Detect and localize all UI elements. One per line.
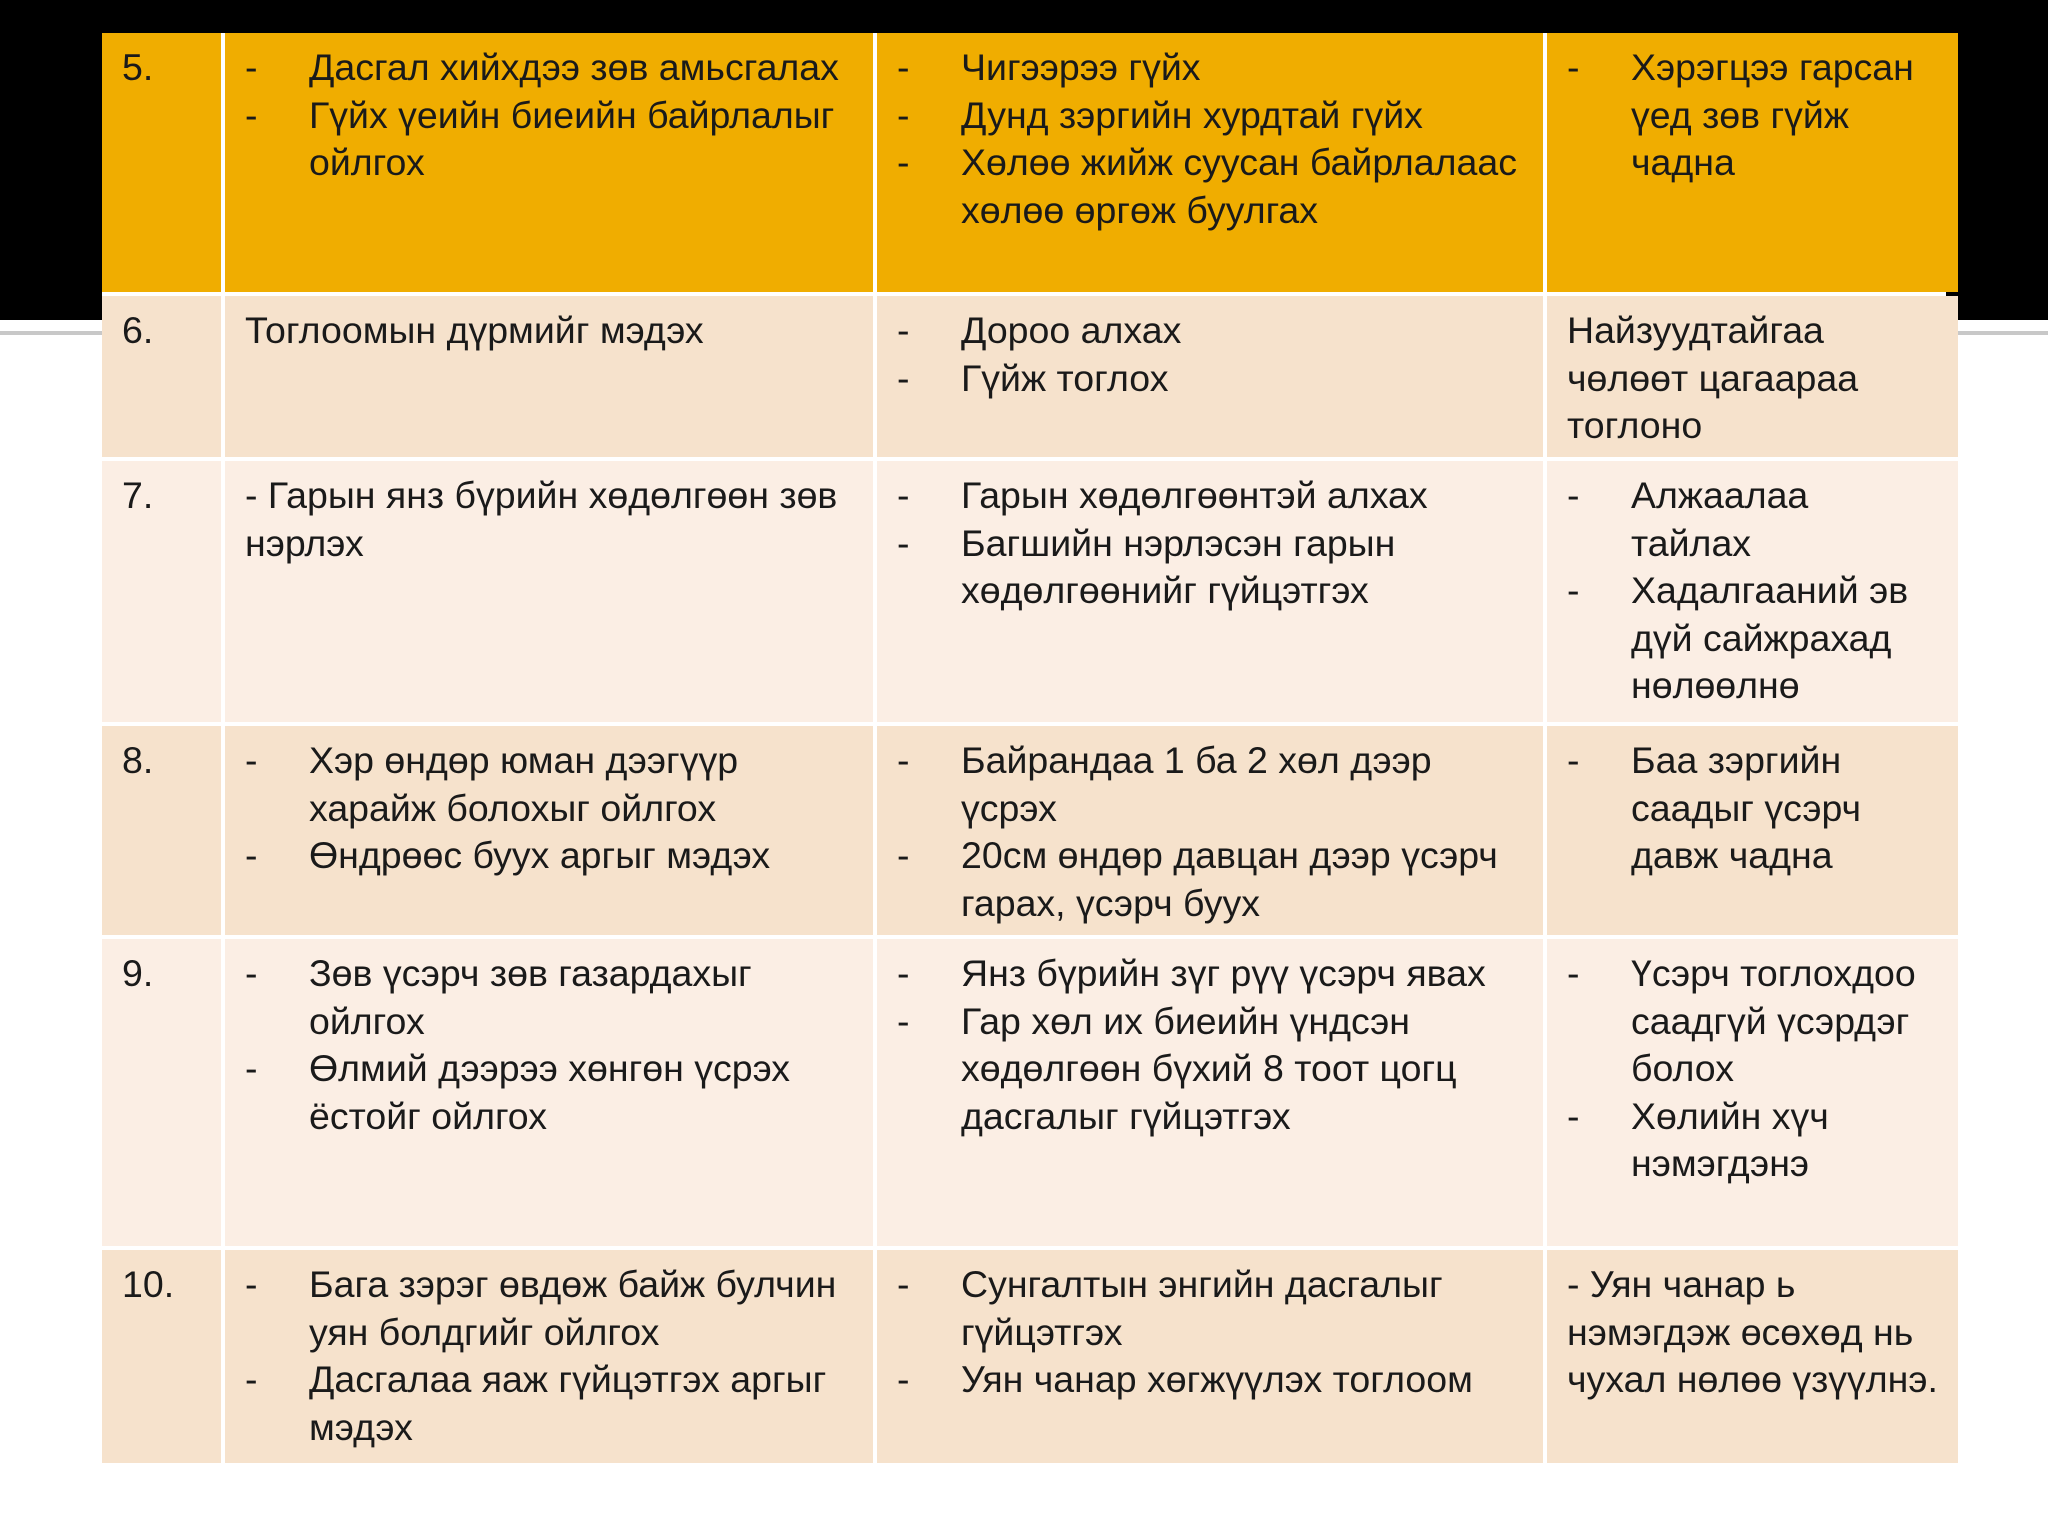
- objective-cell: [225, 1250, 873, 1463]
- list-item-text: Дасгал хийхдээ зөв амьсгалах: [309, 46, 839, 88]
- outcome-cell: [1547, 1250, 1958, 1463]
- bullet-dash: -: [897, 739, 910, 781]
- bullet-dash: -: [897, 999, 910, 1042]
- row-number: 5.: [102, 33, 221, 292]
- list-item: [1567, 472, 1938, 567]
- list-item-text: Үсэрч тоглохдоо саадгүй үсэрдэг болох: [1631, 952, 1916, 1089]
- bullet-dash: -: [245, 93, 258, 136]
- bullet-dash: -: [1567, 46, 1580, 88]
- objective-cell: [225, 461, 873, 722]
- list-item: [245, 1045, 853, 1140]
- bullet-dash: -: [245, 1263, 258, 1305]
- list-item: [897, 472, 1523, 520]
- bullet-dash: -: [897, 474, 910, 516]
- list-item: [897, 139, 1523, 234]
- list-item: [897, 355, 1523, 403]
- bullet-dash: -: [897, 1263, 910, 1305]
- list-item-text: Янз бүрийн зүг рүү үсэрч явах: [961, 952, 1486, 994]
- list-item-text: Бага зэрэг өвдөж байж булчин уян болдгийг ойлгох: [309, 1263, 837, 1353]
- outcome-cell: [1547, 726, 1958, 935]
- list-item: [1567, 950, 1938, 1093]
- list-item: [1567, 44, 1938, 187]
- row-number: 9.: [102, 939, 221, 1246]
- list-item: [245, 44, 853, 92]
- bullet-dash: -: [245, 1358, 258, 1400]
- list-item-text: Уян чанар хөгжүүлэх тоглоом: [961, 1358, 1473, 1400]
- row-number: 8.: [102, 726, 221, 935]
- activity-cell: [877, 726, 1543, 935]
- curriculum-table: [102, 33, 1946, 1463]
- objective-cell: [225, 296, 873, 457]
- objective-cell: [225, 939, 873, 1246]
- list-item: [897, 832, 1523, 927]
- activity-cell: [877, 461, 1543, 722]
- bullet-dash: -: [897, 1358, 910, 1400]
- activity-cell: [877, 939, 1543, 1246]
- list-item-text: Зөв үсэрч зөв газардахыг ойлгох: [309, 952, 752, 1042]
- outcome-cell: [1547, 461, 1958, 722]
- list-item-text: Алжаалаа тайлах: [1631, 474, 1809, 564]
- list-item: [245, 950, 853, 1045]
- list-item-text: 20см өндөр давцан дээр үсэрч гарах, үсэрч буух: [961, 834, 1498, 924]
- bullet-dash: -: [245, 46, 258, 88]
- list-item: [245, 1261, 853, 1356]
- outcome-cell: [1547, 33, 1958, 292]
- bullet-dash: -: [245, 834, 258, 876]
- cell-text: - Уян чанар ь нэмэгдэж өсөхөд нь чухал нөлөө үзүүлнэ.: [1567, 1263, 1938, 1400]
- activity-cell: [877, 296, 1543, 457]
- bullet-dash: -: [897, 356, 910, 399]
- list-item-text: Дасгалаа яаж гүйцэтгэх аргыг мэдэх: [309, 1358, 827, 1448]
- bullet-dash: -: [897, 952, 910, 994]
- list-item-text: Гар хөл их биеийн үндсэн хөдөлгөөн бүхий 8 тоот цогц дасгалыг гүйцэтгэх: [961, 999, 1457, 1137]
- bullet-dash: -: [1567, 474, 1580, 516]
- bullet-dash: -: [245, 1047, 258, 1089]
- list-item-text: Байрандаа 1 ба 2 хөл дээр үсрэх: [961, 739, 1432, 829]
- list-item-text: Гүйх үеийн биеийн байрлалыг ойлгох: [309, 93, 835, 183]
- list-item: [897, 950, 1523, 998]
- list-item-text: Хэр өндөр юман дээгүүр харайж болохыг ойлгох: [309, 739, 739, 829]
- list-item-text: Дороо алхах: [961, 309, 1182, 351]
- cell-text: Тоглоомын дүрмийг мэдэх: [245, 309, 704, 351]
- list-item-text: Сунгалтын энгийн дасгалыг гүйцэтгэх: [961, 1263, 1443, 1353]
- list-item: [1567, 737, 1938, 880]
- bullet-dash: -: [897, 46, 910, 88]
- bullet-dash: -: [897, 309, 910, 351]
- list-item-text: Хадалгааний эв дүй сайжрахад нөлөөлнө: [1631, 569, 1909, 706]
- list-item-text: Өлмий дээрээ хөнгөн үсрэх ёстойг ойлгох: [309, 1047, 791, 1137]
- objective-cell: [225, 33, 873, 292]
- list-item-text: Хөлийн хүч нэмэгдэнэ: [1631, 1094, 1829, 1184]
- cell-text: - Гарын янз бүрийн хөдөлгөөн зөв нэрлэх: [245, 474, 838, 564]
- bullet-dash: -: [1567, 739, 1580, 781]
- list-item: [897, 998, 1523, 1141]
- bullet-dash: -: [1567, 1094, 1580, 1137]
- bullet-dash: -: [897, 834, 910, 876]
- list-item: [897, 1261, 1523, 1356]
- list-item: [1567, 567, 1938, 710]
- bullet-dash: -: [1567, 952, 1580, 994]
- objective-cell: [225, 726, 873, 935]
- bullet-dash: -: [897, 93, 910, 136]
- row-number: 6.: [102, 296, 221, 457]
- list-item: [897, 92, 1523, 140]
- list-item-text: Гүйж тоглох: [961, 356, 1169, 399]
- list-item-text: Чигээрээ гүйх: [961, 46, 1201, 88]
- bullet-dash: -: [245, 952, 258, 994]
- list-item: [245, 737, 853, 832]
- list-item: [245, 832, 853, 880]
- bullet-dash: -: [897, 521, 910, 564]
- outcome-cell: [1547, 939, 1958, 1246]
- activity-cell: [877, 33, 1543, 292]
- bullet-dash: -: [245, 739, 258, 781]
- list-item-text: Дунд зэргийн хурдтай гүйх: [961, 93, 1423, 136]
- bullet-dash: -: [897, 141, 910, 183]
- bullet-dash: -: [1567, 569, 1580, 611]
- list-item: [897, 737, 1523, 832]
- outcome-cell: [1547, 296, 1958, 457]
- list-item-text: Хөлөө жийж суусан байрлалаас хөлөө өргөж буулгах: [961, 141, 1517, 231]
- list-item-text: Хэрэгцээ гарсан үед зөв гүйж чадна: [1631, 46, 1914, 183]
- list-item: [897, 1356, 1523, 1404]
- list-item: [245, 1356, 853, 1451]
- list-item-text: Гарын хөдөлгөөнтэй алхах: [961, 474, 1428, 516]
- list-item: [245, 92, 853, 187]
- list-item: [897, 520, 1523, 615]
- cell-text: Найзуудтайгаа чөлөөт цагаараа тоглоно: [1567, 309, 1859, 446]
- activity-cell: [877, 1250, 1543, 1463]
- list-item-text: Багшийн нэрлэсэн гарын хөдөлгөөнийг гүйцэтгэх: [961, 521, 1396, 611]
- list-item-text: Өндрөөс буух аргыг мэдэх: [309, 834, 771, 876]
- row-number: 10.: [102, 1250, 221, 1463]
- list-item: [897, 44, 1523, 92]
- list-item: [1567, 1093, 1938, 1188]
- row-number: 7.: [102, 461, 221, 722]
- list-item-text: Баа зэргийн саадыг үсэрч давж чадна: [1631, 739, 1862, 876]
- list-item: [897, 307, 1523, 355]
